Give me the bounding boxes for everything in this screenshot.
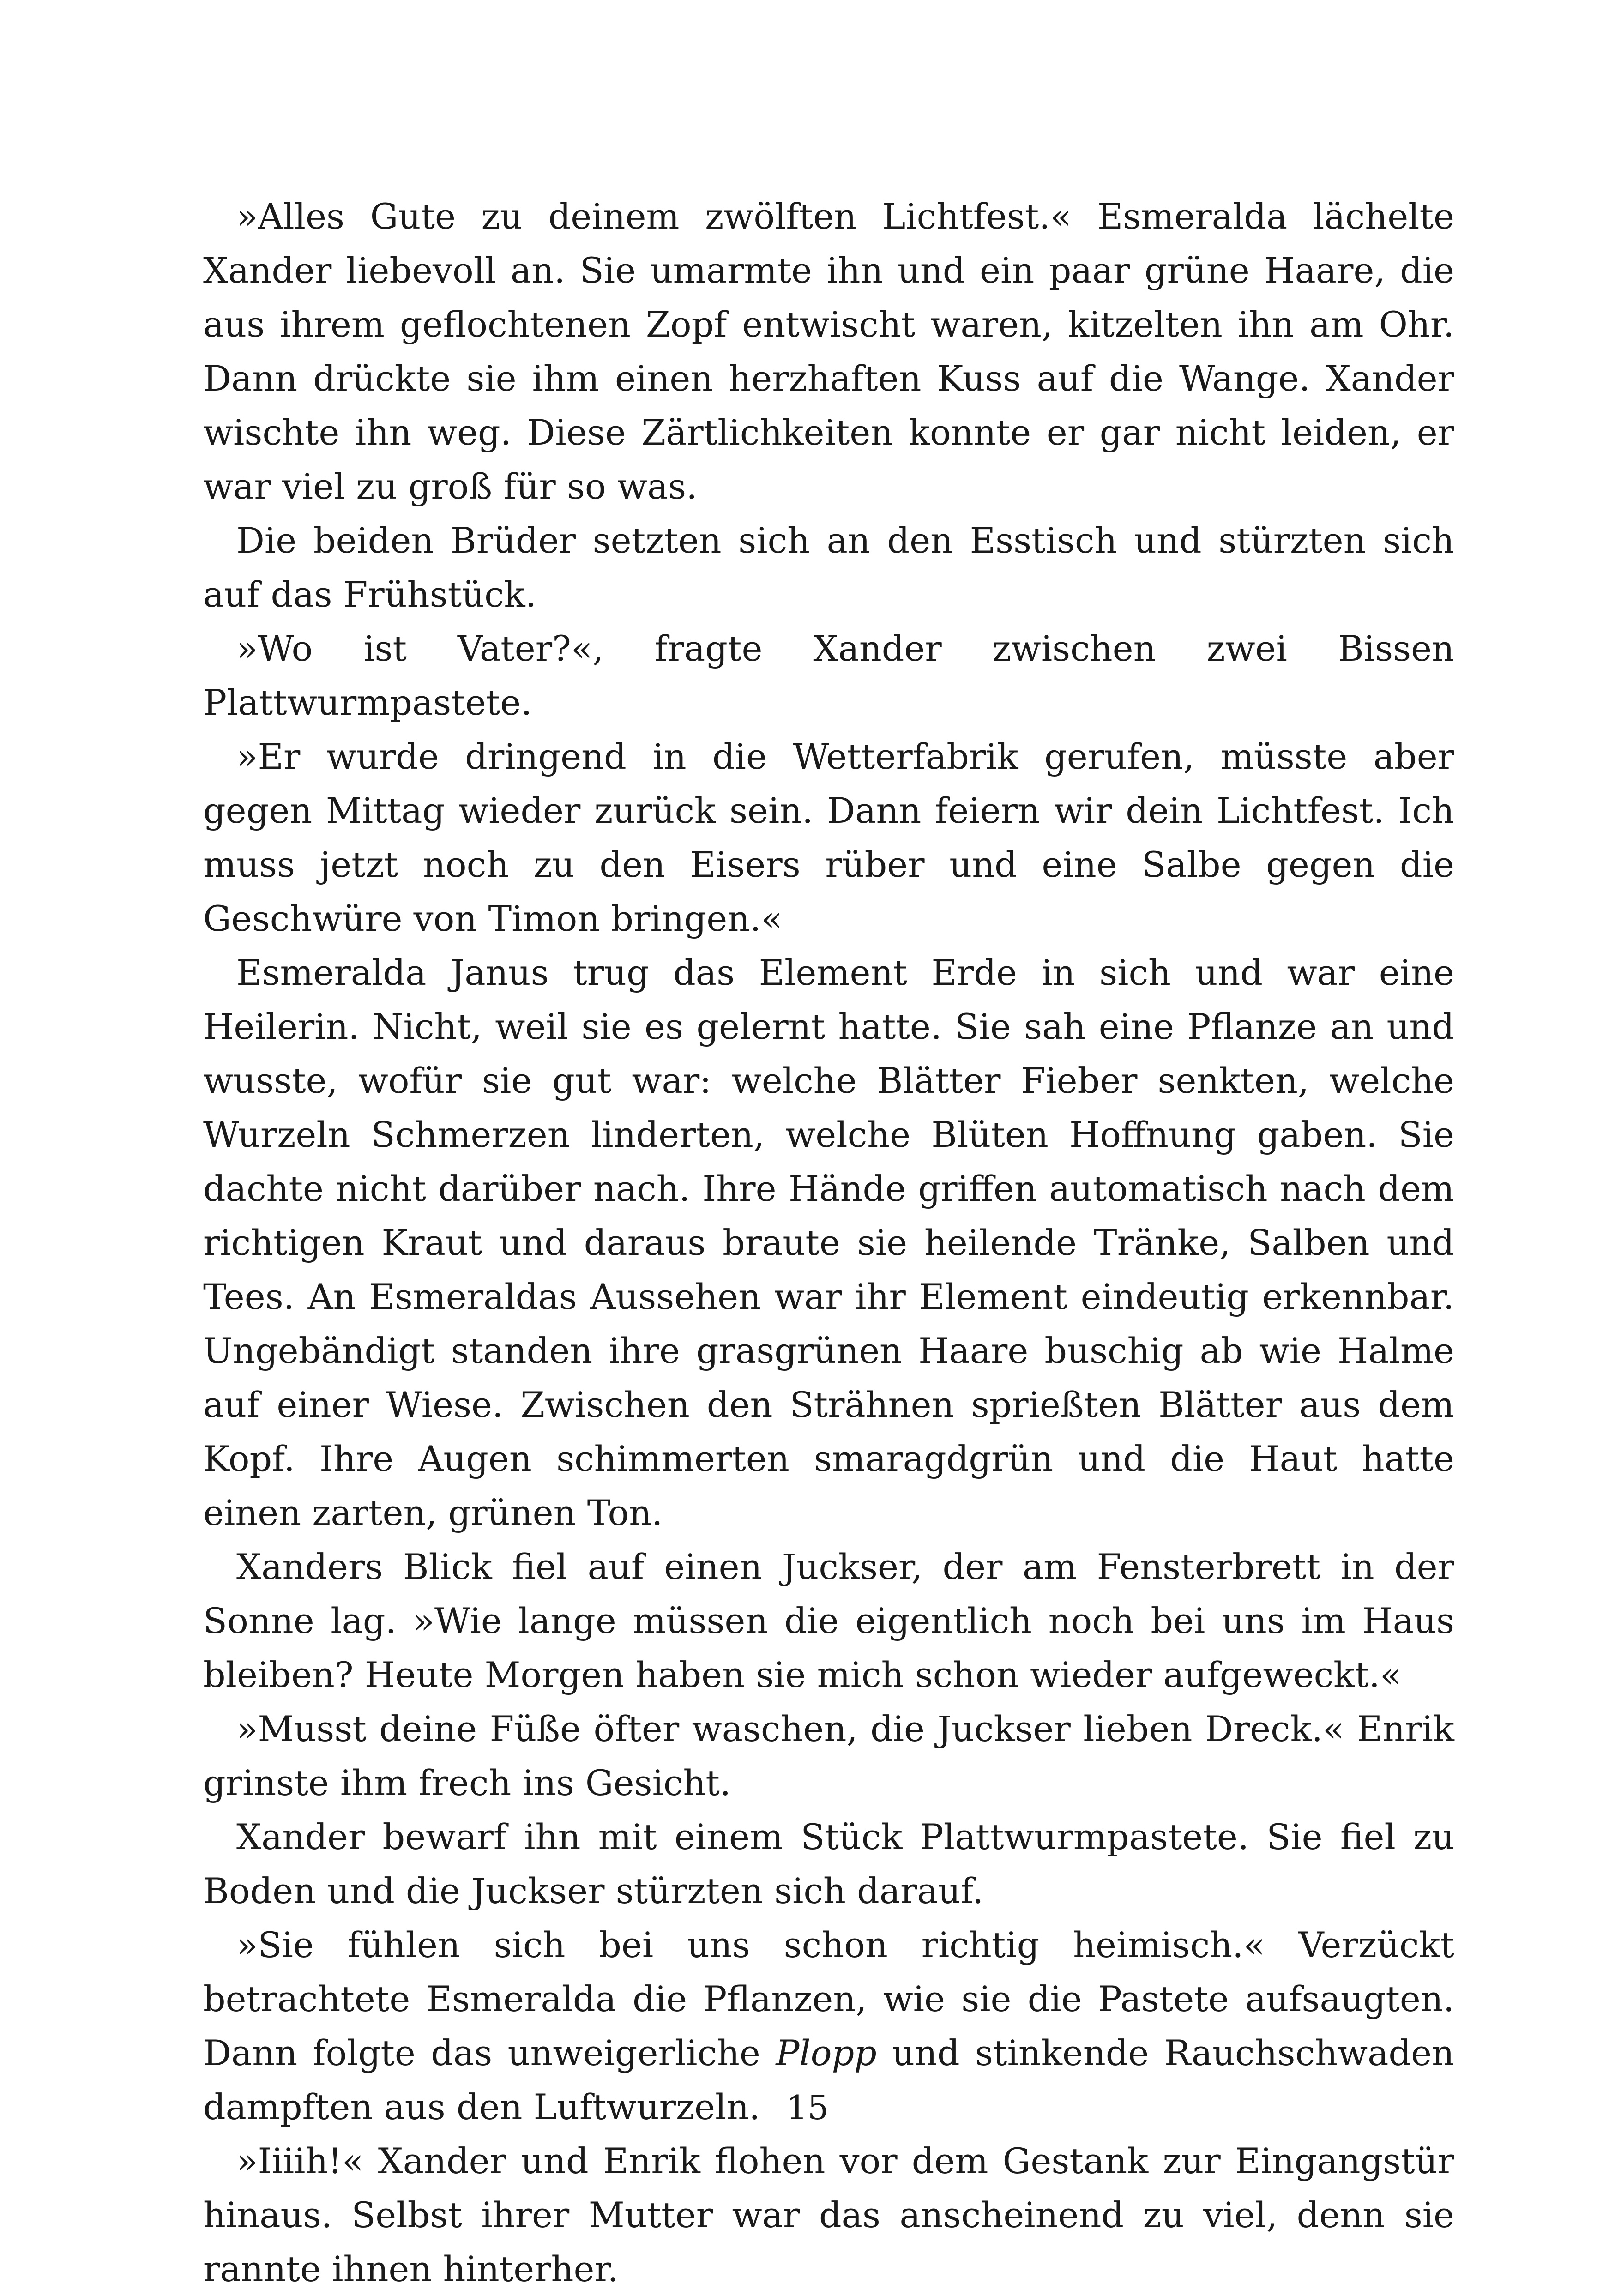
- paragraph-6: Xanders Blick fiel auf einen Juckser, der am Fensterbrett in der Sonne lag. »Wie lange müssen die eigentlich noch bei uns im Haus bleiben? Heute Morgen haben sie mich schon wieder aufgeweckt.«: [203, 1546, 1454, 1695]
- paragraph-8: Xander bewarf ihn mit einem Stück Plattwurmpastete. Sie fiel zu Boden und die Juckser stürzten sich darauf.: [203, 1816, 1454, 1911]
- paragraph-5: Esmeralda Janus trug das Element Erde in sich und war eine Heilerin. Nicht, weil sie es gelernt hatte. Sie sah eine Pflanze an und wusste, wofür sie gut war: welche Blätter Fieber senkten, welche Wurzeln Schmerzen linderten, welche Blüten Hoffnung gaben. Sie dachte nicht darüber nach. Ihre Hände griffen automatisch nach dem richtigen Kraut und daraus braute sie heilende Tränke, Salben und Tees. An Esmeraldas Aussehen war ihr Element eindeutig erkennbar. Ungebändigt standen ihre grasgrünen Haare buschig ab wie Halme auf einer Wiese. Zwischen den Strähnen sprießten Blätter aus dem Kopf. Ihre Augen schimmerten smaragdgrün und die Haut hatte einen zarten, grünen Ton.: [203, 952, 1454, 1533]
- paragraph-4: »Er wurde dringend in die Wetterfabrik gerufen, müsste aber gegen Mittag wieder zurück sein. Dann feiern wir dein Lichtfest. Ich muss jetzt noch zu den Eisers rüber und eine Salbe gegen die Geschwüre von Timon bringen.«: [203, 736, 1454, 939]
- body-text: [203, 189, 1454, 2296]
- paragraph-3: »Wo ist Vater?«, fragte Xander zwischen zwei Bissen Plattwurmpastete.: [203, 628, 1454, 723]
- page-number: 15: [786, 2088, 829, 2127]
- paragraph-7: »Musst deine Füße öfter waschen, die Juckser lieben Dreck.« Enrik grinste ihm frech ins Gesicht.: [203, 1708, 1454, 1803]
- paragraph-2: Die beiden Brüder setzten sich an den Esstisch und stürzten sich auf das Frühstück.: [203, 520, 1454, 615]
- paragraph-10: »Iiiih!« Xander und Enrik flohen vor dem Gestank zur Eingangstür hinaus. Selbst ihrer Mutter war das anscheinend zu viel, denn sie rannte ihnen hinterher.: [203, 2140, 1454, 2290]
- paragraph-9-start: »Sie fühlen sich bei uns schon richtig heimisch.« Verzückt betrachtete Esmeralda die Pflanzen, wie sie die Pastete aufsaugten. Dann folgte das unweigerliche: [203, 1924, 1454, 2073]
- paragraph-9-end: und stinkende Rauchschwaden dampften aus den Luftwurzeln.: [203, 2032, 1455, 2127]
- paragraph-1: »Alles Gute zu deinem zwölften Lichtfest.« Esmeralda lächelte Xander liebevoll an. Sie umarmte ihn und ein paar grüne Haare, die aus ihrem geflochtenen Zopf entwischt waren, kitzelten ihn am Ohr. Dann drückte sie ihm einen herzhaften Kuss auf die Wange. Xander wischte ihn weg. Diese Zärtlichkeiten konnte er gar nicht leiden, er war viel zu groß für so was.: [203, 196, 1454, 507]
- onomatopoeia-plopp: Plopp: [776, 2032, 877, 2073]
